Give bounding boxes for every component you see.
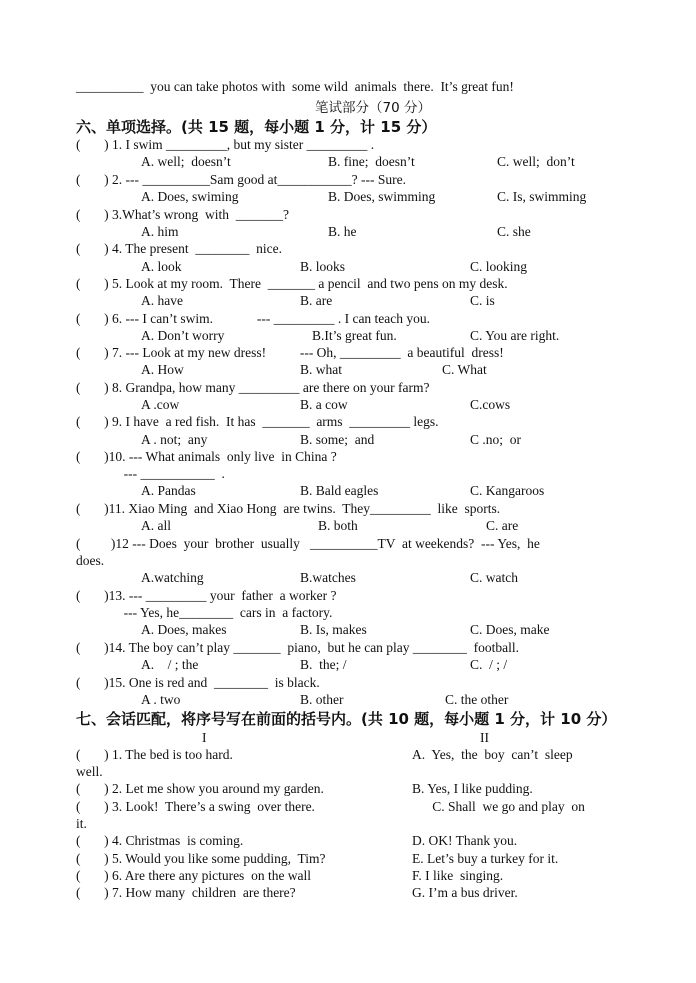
q6-4: ( ) 4. The present ________ nice.	[76, 241, 282, 256]
match-q4: ( ) 4. Christmas is coming.	[76, 833, 244, 848]
match-rG: G. I’m a bus driver.	[412, 885, 518, 900]
q6-13-c: C. Does, make	[470, 622, 550, 637]
q6-10-line2: --- ___________ .	[100, 466, 225, 481]
q6-15-a: A . two	[141, 692, 181, 707]
q6-9-a: A . not; any	[141, 432, 208, 447]
match-rB: B. Yes, I like pudding.	[412, 781, 533, 796]
column-II-header: II	[480, 730, 489, 745]
q6-11: ( )11. Xiao Ming and Xiao Hong are twins. They_________ like sports.	[76, 501, 501, 516]
q6-15: ( )15. One is red and ________ is black.	[76, 675, 320, 690]
q6-3: ( ) 3.What’s wrong with _______?	[76, 207, 289, 222]
q6-10-c: C. Kangaroos	[470, 483, 545, 498]
q6-6-b: B.It’s great fun.	[312, 328, 397, 343]
q6-14: ( )14. The boy can’t play _______ piano, but he can play ________ football.	[76, 640, 520, 655]
q6-13-b: B. Is, makes	[300, 622, 367, 637]
q6-3-b: B. he	[328, 224, 357, 239]
q6-15-b: B. other	[300, 692, 344, 707]
match-rA-line2: well.	[76, 764, 103, 779]
q6-12-c: C. watch	[470, 570, 518, 585]
q6-1-a: A. well; doesn’t	[141, 154, 231, 169]
q6-8-c: C.cows	[470, 397, 511, 412]
q6-12: ( )12 --- Does your brother usually __________TV at weekends? --- Yes, he	[76, 536, 540, 551]
match-rF: F. I like singing.	[412, 868, 504, 883]
q6-7-b: B. what	[300, 362, 342, 377]
match-q5: ( ) 5. Would you like some pudding, Tim?	[76, 851, 326, 866]
q6-9-c: C .no; or	[470, 432, 522, 447]
q6-5-b: B. are	[300, 293, 333, 308]
q6-8-b: B. a cow	[300, 397, 348, 412]
q6-4-a: A. look	[141, 259, 182, 274]
q6-6: ( ) 6. --- I can’t swim. --- _________ . I can teach you.	[76, 311, 431, 326]
q6-13-a: A. Does, makes	[141, 622, 227, 637]
q6-3-a: A. him	[141, 224, 179, 239]
q6-4-c: C. looking	[470, 259, 528, 274]
match-rC-line2: it.	[76, 816, 87, 831]
q6-5-a: A. have	[141, 293, 183, 308]
q6-2: ( ) 2. --- __________Sam good at___________? --- Sure.	[76, 172, 406, 187]
top-fill-line: __________ you can take photos with some wild animals there. It’s great fun!	[76, 79, 514, 94]
q6-1-b: B. fine; doesn’t	[328, 154, 415, 169]
q6-7-c: C. What	[442, 362, 487, 377]
q6-11-c: C. are	[486, 518, 519, 533]
q6-2-a: A. Does, swiming	[141, 189, 239, 204]
q6-10-b: B. Bald eagles	[300, 483, 379, 498]
q6-12-b: B.watches	[300, 570, 356, 585]
q6-1-c: C. well; don’t	[497, 154, 575, 169]
q6-5-c: C. is	[470, 293, 495, 308]
q6-10-a: A. Pandas	[141, 483, 196, 498]
section7-title: 七、会话匹配，将序号写在前面的括号内。(共 10 题，每小题 1 分，计 10 分）	[76, 710, 617, 728]
q6-14-b: B. the; /	[300, 657, 347, 672]
match-rC: C. Shall we go and play on	[412, 799, 585, 814]
q6-6-a: A. Don’t worry	[141, 328, 225, 343]
match-rA: A. Yes, the boy can’t sleep	[412, 747, 573, 762]
section6-title: 六、单项选择。(共 15 题，每小题 1 分，计 15 分）	[76, 118, 437, 136]
q6-9: ( ) 9. I have a red fish. It has _______ arms _________ legs.	[76, 414, 439, 429]
column-I-header: I	[202, 730, 207, 745]
match-q6: ( ) 6. Are there any pictures on the wall	[76, 868, 312, 883]
match-q2: ( ) 2. Let me show you around my garden.	[76, 781, 324, 796]
q6-6-c: C. You are right.	[470, 328, 560, 343]
match-q7: ( ) 7. How many children are there?	[76, 885, 296, 900]
q6-5: ( ) 5. Look at my room. There _______ a pencil and two pens on my desk.	[76, 276, 508, 291]
q6-4-b: B. looks	[300, 259, 346, 274]
q6-10: ( )10. --- What animals only live in China ?	[76, 449, 337, 464]
q6-7: ( ) 7. --- Look at my new dress! --- Oh, _________ a beautiful dress!	[76, 345, 504, 360]
q6-8: ( ) 8. Grandpa, how many _________ are there on your farm?	[76, 380, 430, 395]
q6-15-c: C. the other	[445, 692, 509, 707]
q6-11-b: B. both	[318, 518, 358, 533]
q6-7-a: A. How	[141, 362, 184, 377]
q6-2-b: B. Does, swimming	[328, 189, 436, 204]
q6-8-a: A .cow	[141, 397, 180, 412]
match-q1: ( ) 1. The bed is too hard.	[76, 747, 233, 762]
q6-13-line2: --- Yes, he________ cars in a factory.	[100, 605, 333, 620]
q6-12-a: A.watching	[141, 570, 204, 585]
q6-2-c: C. Is, swimming	[497, 189, 587, 204]
q6-13: ( )13. --- _________ your father a worker ?	[76, 588, 337, 603]
q6-1: ( ) 1. I swim _________, but my sister _________ .	[76, 137, 375, 152]
written-part-heading: 笔试部分（70 分）	[315, 100, 431, 116]
q6-14-c: C. / ; /	[470, 657, 508, 672]
q6-9-b: B. some; and	[300, 432, 375, 447]
match-rD: D. OK! Thank you.	[412, 833, 518, 848]
q6-11-a: A. all	[141, 518, 171, 533]
q6-12-line2: does.	[76, 553, 105, 568]
match-rE: E. Let’s buy a turkey for it.	[412, 851, 559, 866]
q6-3-c: C. she	[497, 224, 531, 239]
match-q3: ( ) 3. Look! There’s a swing over there.	[76, 799, 315, 814]
q6-14-a: A. / ; the	[141, 657, 199, 672]
